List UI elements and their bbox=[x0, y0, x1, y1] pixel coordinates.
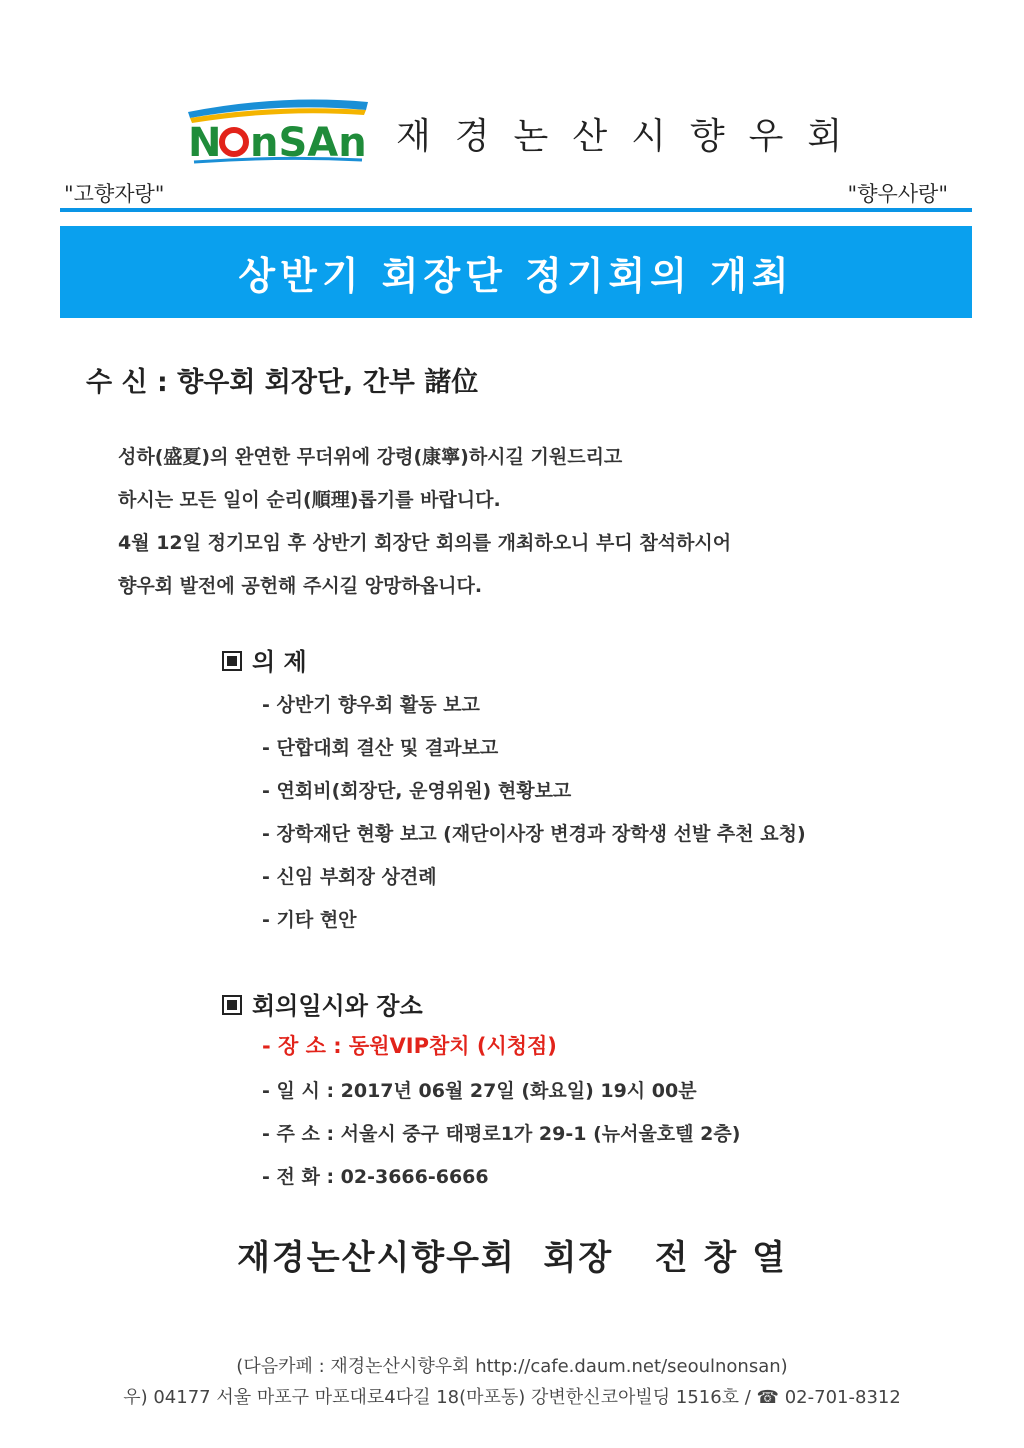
agenda-item: - 기타 현안 bbox=[262, 909, 357, 931]
filled-square-icon bbox=[222, 995, 242, 1015]
title-banner bbox=[60, 226, 972, 318]
meeting-address: - 주 소 : 서울시 중구 태평로1가 29-1 (뉴서울호텔 2층) bbox=[262, 1123, 741, 1145]
agenda-title: 의 제 bbox=[252, 648, 307, 676]
body-line-2: 하시는 모든 일이 순리(順理)롭기를 바랍니다. bbox=[118, 489, 501, 511]
slogan-right: "향우사랑" bbox=[847, 182, 948, 206]
body-line-1: 성하(盛夏)의 완연한 무더위에 강령(康寧)하시길 기원드리고 bbox=[118, 446, 623, 468]
meeting-place: - 장 소 : 동원VIP참치 (시청점) bbox=[262, 1034, 557, 1058]
meeting-phone: - 전 화 : 02-3666-6666 bbox=[262, 1166, 489, 1188]
svg-text:nSAn: nSAn bbox=[250, 120, 367, 166]
body-line-4: 향우회 발전에 공헌해 주시길 앙망하옵니다. bbox=[118, 575, 483, 597]
agenda-heading bbox=[222, 642, 307, 677]
svg-text:N: N bbox=[188, 120, 222, 166]
org-title: 재경논산시향우회 bbox=[396, 116, 867, 157]
footer-address-text: 우) 04177 서울 마포구 마포대로4다길 18(마포동) 강변한신코아빌딩 1516호 / bbox=[123, 1387, 757, 1408]
agenda-item: - 장학재단 현황 보고 (재단이사장 변경과 장학생 선발 추천 요청) bbox=[262, 823, 806, 845]
meeting-title: 회의일시와 장소 bbox=[252, 992, 423, 1020]
agenda-item: - 신임 부회장 상견례 bbox=[262, 866, 437, 888]
banner-title: 상반기 회장단 정기회의 개최 bbox=[238, 253, 794, 298]
header-divider bbox=[60, 208, 972, 212]
meeting-heading bbox=[222, 986, 423, 1021]
filled-square-icon bbox=[222, 651, 242, 671]
body-line-3: 4월 12일 정기모임 후 상반기 회장단 회의를 개최하오니 부디 참석하시어 bbox=[118, 532, 732, 554]
agenda-item: - 연회비(회장단, 운영위원) 현황보고 bbox=[262, 780, 572, 802]
phone-icon: ☎ bbox=[756, 1387, 779, 1408]
agenda-item: - 단합대회 결산 및 결과보고 bbox=[262, 737, 499, 759]
signature: 재경논산시향우회 회장 전 창 열 bbox=[237, 1238, 787, 1278]
recipient-line: 수 신 : 향우회 회장단, 간부 諸位 bbox=[86, 367, 479, 398]
slogan-left: "고향자랑" bbox=[64, 182, 165, 206]
nonsan-logo bbox=[184, 96, 374, 172]
footer-cafe: (다음카페 : 재경논산시향우회 http://cafe.daum.net/seoulnonsan) bbox=[236, 1356, 788, 1377]
agenda-item: - 상반기 향우회 활동 보고 bbox=[262, 694, 480, 716]
footer-address bbox=[0, 1383, 1024, 1409]
footer-phone: 02-701-8312 bbox=[784, 1387, 901, 1408]
meeting-datetime: - 일 시 : 2017년 06월 27일 (화요일) 19시 00분 bbox=[262, 1080, 697, 1102]
